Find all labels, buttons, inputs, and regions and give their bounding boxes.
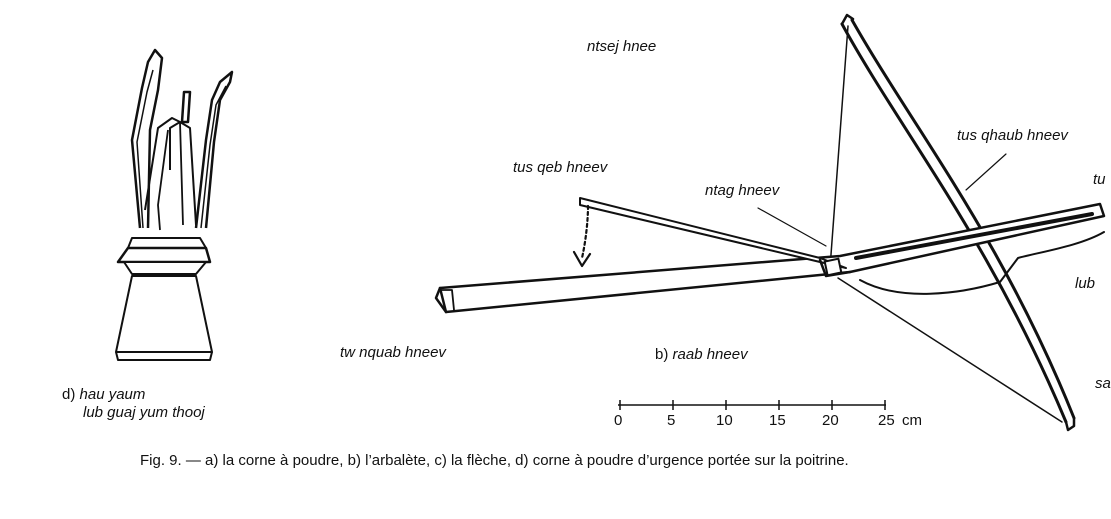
scale-tick-10: 10: [716, 412, 733, 429]
figure-d-name: hau yaum: [79, 386, 146, 403]
scale-tick-0: 0: [614, 412, 623, 429]
crossbow-drawing: [436, 15, 1104, 430]
label-tus-qeb-hneev: tus qeb hneev: [513, 159, 608, 176]
label-lub-partial: lub: [1075, 275, 1096, 292]
figure-b-name: raab hneev: [672, 346, 748, 363]
scale-tick-15: 15: [769, 412, 786, 429]
label-ntag-hneev: ntag hneev: [705, 182, 780, 199]
label-tw-nquab-hneev: tw nquab hneev: [340, 344, 446, 361]
figure-b-title: [655, 346, 748, 364]
scale-unit: cm: [902, 412, 922, 429]
label-sa-partial: sa: [1095, 375, 1111, 392]
scale-bar: [618, 400, 886, 410]
figure-b-prefix: b): [655, 346, 669, 363]
scale-tick-5: 5: [667, 412, 676, 429]
label-tu-partial: tu: [1093, 171, 1106, 188]
powder-horn-drawing: [116, 50, 232, 360]
figure-d-subtitle: lub guaj yum thooj: [83, 404, 205, 421]
scale-tick-25: 25: [878, 412, 895, 429]
figure-d-prefix: d): [62, 386, 76, 403]
label-tus-qhaub-hneev: tus qhaub hneev: [957, 127, 1068, 144]
scale-tick-20: 20: [822, 412, 839, 429]
figure-caption: Fig. 9. — a) la corne à poudre, b) l’arbalète, c) la flèche, d) corne à poudre d’urgence portée sur la poitrine.: [140, 452, 849, 469]
figure-d-title: [62, 386, 145, 404]
label-ntsej-hnee: ntsej hnee: [587, 38, 657, 55]
